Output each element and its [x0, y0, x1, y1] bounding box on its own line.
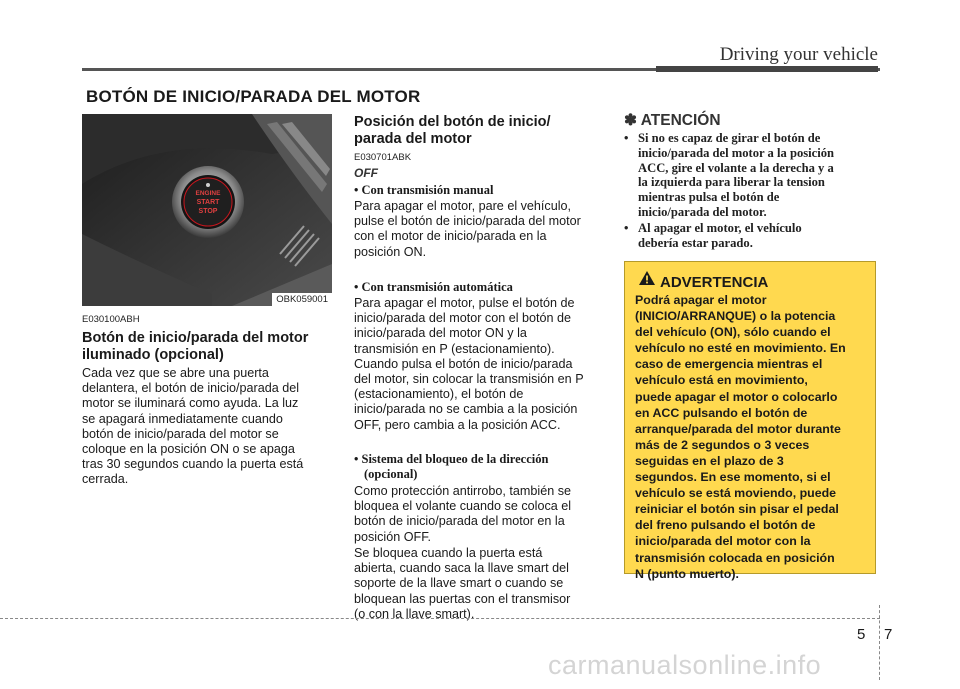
- text-line: mientras pulsa el botón de: [638, 190, 780, 205]
- text-line: seguidas en el plazo de 3: [635, 453, 784, 468]
- text-line: Podrá apagar el motor: [635, 293, 767, 307]
- text-line: reiniciar el botón sin pisar el pedal: [635, 502, 839, 517]
- steering-lock-paragraph-a: [354, 484, 604, 545]
- text-line: OFF, pero cambia a la posición ACC.: [354, 417, 561, 432]
- text-line: posición OFF.: [354, 529, 431, 544]
- text-line: Al apagar el motor, el vehículo: [638, 220, 802, 235]
- text-line: coloque en la posición ON o se apaga: [82, 442, 295, 457]
- text-line: vehículo no esté en movimiento. En: [635, 341, 846, 356]
- footer-divider: [879, 605, 880, 680]
- text-line: inicio/parada del motor.: [638, 204, 767, 219]
- atencion-heading: [624, 111, 878, 130]
- heading-button-position: [354, 114, 604, 148]
- text-line: inicio/parada no se cambia a la posición: [354, 402, 578, 417]
- button-label-stop: STOP: [198, 208, 218, 215]
- text-line: cerrada.: [82, 472, 129, 487]
- steering-lock-title: [354, 452, 604, 482]
- text-line: con el motor de inicio/parada en la: [354, 229, 547, 244]
- warning-title: ADVERTENCIA: [660, 274, 769, 291]
- heading-illuminated-button: [82, 330, 334, 364]
- text-line: bloquea el volante cuando se coloca el: [354, 499, 572, 514]
- text-line: abierta, cuando saca la llave smart del: [354, 561, 569, 576]
- watermark: carmanualsonline.info: [548, 650, 822, 680]
- list-item: [624, 221, 878, 251]
- text-line: vehículo está en movimiento,: [635, 373, 808, 388]
- text-line: debería estar parado.: [638, 235, 753, 250]
- text-line: inicio/parada del motor a la posición: [638, 145, 835, 160]
- section-code: E030100ABH: [82, 314, 140, 325]
- text-line: arranque/parada del motor durante: [635, 421, 841, 436]
- automatic-transmission-title: • Con transmisión automática: [354, 280, 513, 294]
- bullet-icon: •: [624, 220, 629, 235]
- text-line: (INICIO/ARRANQUE) o la potencia: [635, 309, 836, 324]
- text-line: transmisión en P (estacionamiento).: [354, 341, 555, 356]
- heading-line: Botón de inicio/parada del motor: [82, 330, 309, 346]
- text-line: la izquierda para liberar la tension: [638, 175, 825, 190]
- automatic-transmission-paragraph: [354, 296, 604, 433]
- text-line: Si no es capaz de girar el botón de: [638, 131, 821, 145]
- warning-text: [635, 292, 867, 582]
- text-line: caso de emergencia mientras el: [635, 357, 823, 372]
- text-line: (estacionamiento), el botón de: [354, 387, 524, 402]
- text-line: bloquean las puertas con el transmisor: [354, 591, 571, 606]
- text-line: ACC, gire el volante a la derecha y a: [638, 160, 834, 175]
- text-line: Se bloquea cuando la puerta está: [354, 546, 543, 560]
- text-line: más de 2 segundos o 3 veces: [635, 437, 810, 452]
- text-line: botón de inicio/parada del motor en la: [354, 514, 565, 529]
- engine-start-button-photo: [82, 114, 332, 306]
- button-label-engine: ENGINE: [195, 190, 221, 197]
- button-label-start: START: [196, 199, 220, 206]
- atencion-title: ATENCIÓN: [640, 112, 721, 129]
- heading-line: iluminado (opcional): [82, 347, 224, 363]
- text-line: se apagará inmediatamente cuando: [82, 411, 283, 426]
- text-line: motor se iluminará como ayuda. La luz: [82, 396, 299, 411]
- text-line: transmisión colocada en posición: [635, 550, 835, 565]
- heading-line: Posición del botón de inicio/: [354, 114, 551, 130]
- list-item: [624, 131, 878, 220]
- text-line: tras 30 segundos cuando la puerta está: [82, 457, 304, 472]
- manual-transmission-title: • Con transmisión manual: [354, 183, 494, 197]
- text-line: posición ON.: [354, 244, 427, 259]
- text-line: vehículo se está moviendo, puede: [635, 486, 837, 501]
- text-line: Como protección antirrobo, también se: [354, 484, 572, 498]
- heading-line: parada del motor: [354, 131, 472, 147]
- asterisk-icon: ✽: [624, 112, 637, 129]
- bullet-icon: •: [624, 131, 629, 145]
- page-section-number: 5: [857, 626, 866, 643]
- page-number: 7: [884, 626, 893, 643]
- text-line: soporte de la llave smart o cuando se: [354, 576, 564, 591]
- text-line: Para apagar el motor, pare el vehículo,: [354, 199, 572, 213]
- text-line: Cada vez que se abre una puerta: [82, 366, 269, 380]
- text-line: botón de inicio/parada del motor se: [82, 426, 279, 441]
- text-line: N (punto muerto).: [635, 566, 739, 581]
- off-position-label: OFF: [354, 166, 378, 180]
- text-line: del vehículo (ON), sólo cuando el: [635, 325, 831, 340]
- text-line: Para apagar el motor, pulse el botón de: [354, 296, 575, 310]
- text-line: delantera, el botón de inicio/parada del: [82, 381, 300, 396]
- text-line: inicio/parada del motor con la: [635, 534, 811, 549]
- dashboard-illustration: [82, 114, 332, 306]
- text-line: (opcional): [364, 467, 418, 481]
- text-line: del motor, sin colocar la transmisión en P: [354, 372, 584, 387]
- text-line: pulse el botón de inicio/parada del motor: [354, 214, 581, 229]
- text-line: inicio/parada del motor ON y la: [354, 326, 527, 341]
- text-line: puede apagar el motor o colocarlo: [635, 389, 838, 404]
- header-title: Driving your vehicle: [719, 44, 878, 65]
- text-line: (o con la llave smart).: [354, 606, 475, 621]
- atencion-list: [624, 131, 878, 251]
- text-line: en ACC pulsando el botón de: [635, 405, 808, 420]
- footer-rule: [0, 618, 880, 619]
- header-rule-accent: [656, 66, 878, 72]
- text-line: • Sistema del bloqueo de la dirección: [354, 452, 549, 466]
- text-line: del freno pulsando el botón de: [635, 518, 816, 533]
- text-line: Cuando pulsa el botón de inicio/parada: [354, 356, 573, 371]
- illuminated-button-paragraph: [82, 366, 334, 488]
- steering-lock-paragraph-b: [354, 546, 604, 622]
- manual-transmission-paragraph: [354, 199, 604, 260]
- text-line: segundos. En ese momento, si el: [635, 470, 831, 485]
- photo-label: OBK059001: [272, 293, 332, 306]
- warning-triangle-icon: [638, 270, 656, 286]
- section-code: E030701ABK: [354, 152, 412, 163]
- text-line: inicio/parada del motor con el botón de: [354, 311, 572, 326]
- section-title: BOTÓN DE INICIO/PARADA DEL MOTOR: [86, 87, 421, 106]
